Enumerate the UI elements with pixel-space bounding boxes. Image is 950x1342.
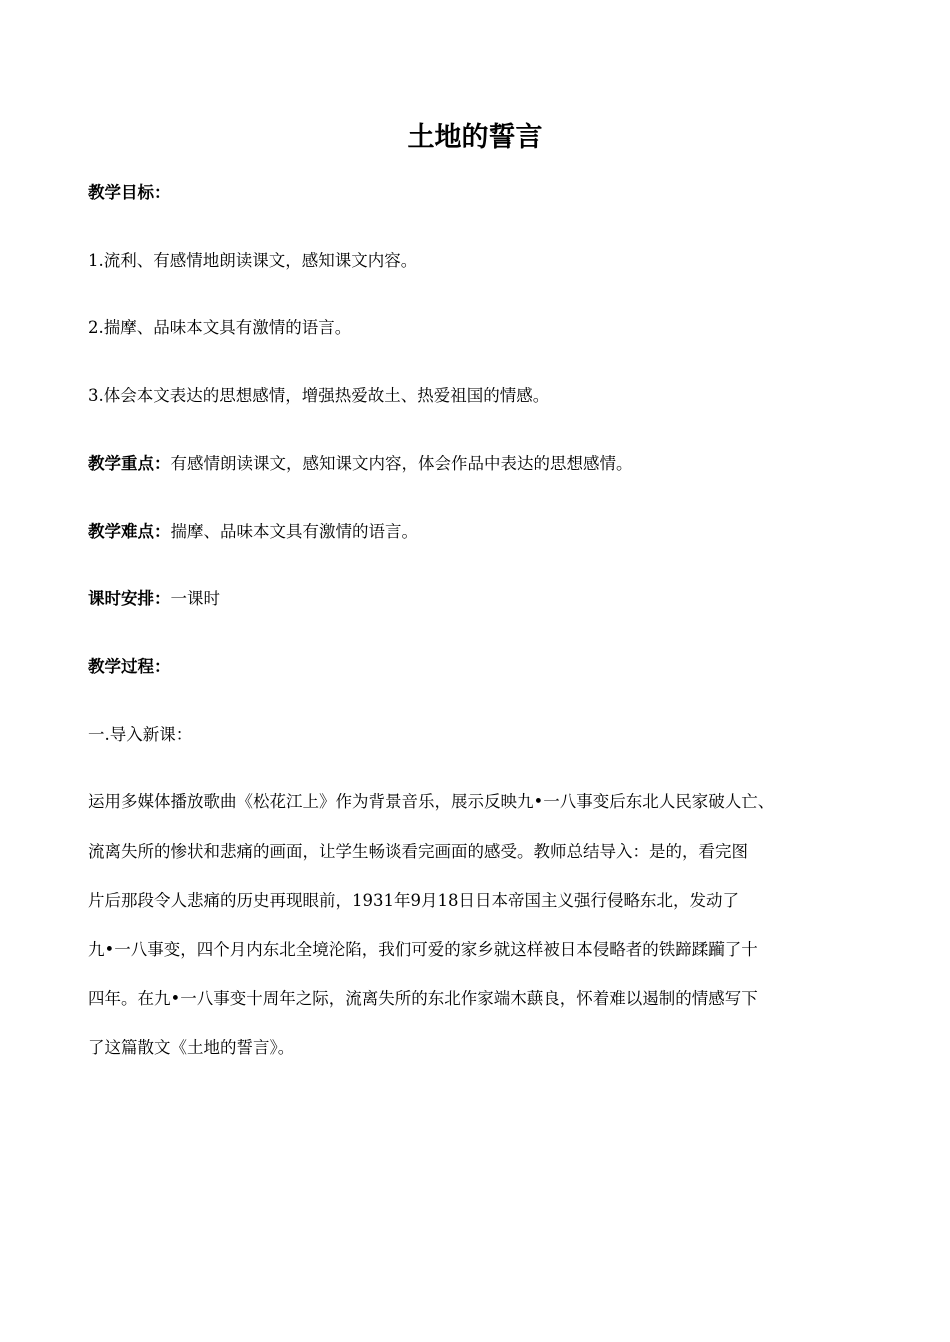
difficult-points-text: 揣摩、品味本文具有激情的语言。 <box>170 522 418 541</box>
paragraph-line: 片后那段令人悲痛的历史再现眼前，1931年9月18日日本帝国主义强行侵略东北，发动了 <box>88 891 739 910</box>
schedule-row <box>88 586 878 612</box>
paragraph-line: 流离失所的惨状和悲痛的画面，让学生畅谈看完画面的感受。教师总结导入：是的，看完图 <box>88 842 748 861</box>
key-points-label: 教学重点： <box>88 454 171 473</box>
section-one-heading: 一.导入新课： <box>88 725 193 744</box>
objectives-heading: 教学目标： <box>88 183 171 202</box>
difficult-points-label: 教学难点： <box>88 522 171 541</box>
document-title: 土地的誓言 <box>407 122 543 153</box>
objective-item-1: 1.流利、有感情地朗读课文，感知课文内容。 <box>88 251 418 270</box>
schedule-text: 一课时 <box>170 589 220 608</box>
key-points-row <box>88 451 878 477</box>
process-heading: 教学过程： <box>88 657 171 676</box>
paragraph-line: 九•一八事变，四个月内东北全境沦陷，我们可爱的家乡就这样被日本侵略者的铁蹄蹂躏了十 <box>88 940 758 959</box>
objective-item-3: 3.体会本文表达的思想感情，增强热爱故土、热爱祖国的情感。 <box>88 386 550 405</box>
paragraph-line: 四年。在九•一八事变十周年之际，流离失所的东北作家端木蕻良，怀着难以遏制的情感写下 <box>88 989 758 1008</box>
paragraph-line: 了这篇散文《土地的誓言》。 <box>88 1038 295 1057</box>
key-points-text: 有感情朗读课文，感知课文内容，体会作品中表达的思想感情。 <box>170 454 633 473</box>
difficult-points-row <box>88 519 878 545</box>
schedule-label: 课时安排： <box>88 589 171 608</box>
objective-item-2: 2.揣摩、品味本文具有激情的语言。 <box>88 318 352 337</box>
paragraph-line: 运用多媒体播放歌曲《松花江上》作为背景音乐，展示反映九•一八事变后东北人民家破人亡、 <box>88 792 775 811</box>
